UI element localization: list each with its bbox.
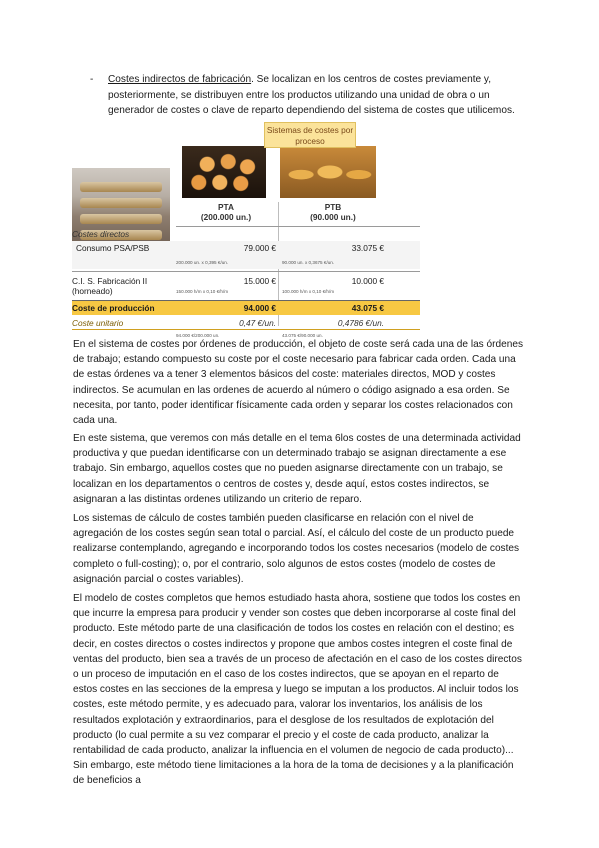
coste-prod-pta: 94.000 € (243, 303, 276, 313)
consumo-pta-note: 200.000 un. x 0,395 €/un. (176, 260, 229, 265)
costes-directos-label: Costes directos (72, 229, 130, 239)
consumo-pta: 79.000 € (243, 243, 276, 253)
col-pta-name: PTA (218, 202, 234, 212)
cost-figure (72, 120, 444, 338)
consumo-label: Consumo PSA/PSB (76, 243, 150, 253)
bullet-marker: - (90, 74, 94, 85)
coste-unit-label: Coste unitario (72, 318, 124, 328)
coste-unit-ptb-note: 43.075 €/90.000 un. (282, 333, 323, 338)
col-ptb-units: (90.000 un.) (310, 212, 356, 222)
paragraph-ordenes: En el sistema de costes por órdenes de producción, el objeto de coste será cada una de las órdenes de trabajo; estando compuesto su coste por el coste necesario para fabricar cada orden. Cada una de estas órdenes va a tener 3 elementos básicos del coste: materiales directos, MOD y costes indirectos. Se acumulan en las ordenes de acuerdo al número o código asignado a esa orden. Se necesita, por tanto, poder identificar físicamente cada orden y separar los costes relacionados con cada una. (73, 339, 524, 427)
ci-label-2: (horneado) (72, 286, 113, 296)
coste-prod-ptb: 43.075 € (351, 303, 384, 313)
coste-unit-ptb: 0,4786 €/un. (337, 318, 384, 328)
table-row-ci (72, 273, 420, 301)
ci-pta: 15.000 € (243, 276, 276, 286)
coste-unit-pta-note: 94.000 €/200.000 un. (176, 333, 220, 338)
coste-unit-pta: 0,47 €/un. (239, 318, 276, 328)
bread-rolls-photo (182, 146, 266, 198)
bullet-title: Costes indirectos de fabricación (108, 74, 252, 85)
bullet-paragraph (108, 72, 528, 119)
ci-ptb: 10.000 € (351, 276, 384, 286)
paragraph-clasificacion: Los sistemas de cálculo de costes también pueden clasificarse en relación con el nivel de agregación de los costes según sean total o parcial. Así, el cálculo del coste de un producto puede realizarse contemplando, agregando e incorporando todos los costes necesarios (modelo de costes completo o full-costing); o, por el contrario, solo algunos de estos costes (modelo de costes de asignación parcial o costes variables). (73, 513, 520, 585)
bullet-body: . Se localizan en los centros de costes previamente y, posteriormente, se distribuyen entre los productos utilizando una unidad de obra o un generador de costes o clave de reparto dependiendo del sistema de costes que utilicemos. (108, 74, 515, 116)
consumo-ptb: 33.075 € (351, 243, 384, 253)
paragraph-sistema: En este sistema, que veremos con más detalle en el tema 6los costes de una determinada actividad productiva y que puedan identificarse con un determinado trabajo se asignan directamente a ese trabajo. Sin embargo, aquellos costes que no pueden asignarse directamente con un trabajo, se localizan en los departamentos o centros de costes y, desde aquí, estos costes indirectos, se asignaran a las distintas ordenes utilizando un criterio de reparo. (73, 433, 521, 505)
baguettes-photo (280, 146, 376, 198)
table-row-consumo (72, 241, 420, 271)
coste-prod-label: Coste de producción (72, 303, 155, 313)
consumo-ptb-note: 90.000 un. x 0,3675 €/un. (282, 260, 335, 265)
ci-pta-note: 150.000 h/m x 0,10 €/h/m (176, 289, 229, 294)
ci-ptb-note: 100.000 h/m x 0,10 €/h/m (282, 289, 335, 294)
ci-label-1: C.I. S. Fabricación II (72, 276, 148, 286)
col-pta-units: (200.000 un.) (200, 212, 252, 222)
system-label-box: Sistemas de costes por proceso (264, 122, 356, 148)
paragraph-modelo-completo: El modelo de costes completos que hemos estudiado hasta ahora, sostiene que todos los costes en que incurre la empresa para producir y vender son costes que deben incorporarse al coste final del producto. Este método parte de una clasificación de todos los costes en relación con el destino; es decir, en costes directos o costes indirectos y propone que ambos costes integren el coste final de ventas del producto, bien sea a través de un proceso de afectación en el caso de los costes directos o un proceso de imputación en el caso de los costes indirectos, que se apoyan en el reparto de estos costes en las secciones de la empresa y luego se imputan a los productos. Al incluir todos los costes, este método permite, y es adecuado para, valorar los inventarios, los análisis de los resultados explotación y extraordinarios, para el desglose de los resultados de explotación del producto (lo cual permite a su vez comparar el precio y el coste de cada producto, analizar la rentabilidad de cada producto, analizar la influencia en el volumen de negocio de cada producto)... Sin embargo, este método tiene limitaciones a la hora de la toma de decisiones y a la planificación de beneficios a (73, 593, 522, 787)
col-ptb-name: PTB (324, 202, 342, 212)
